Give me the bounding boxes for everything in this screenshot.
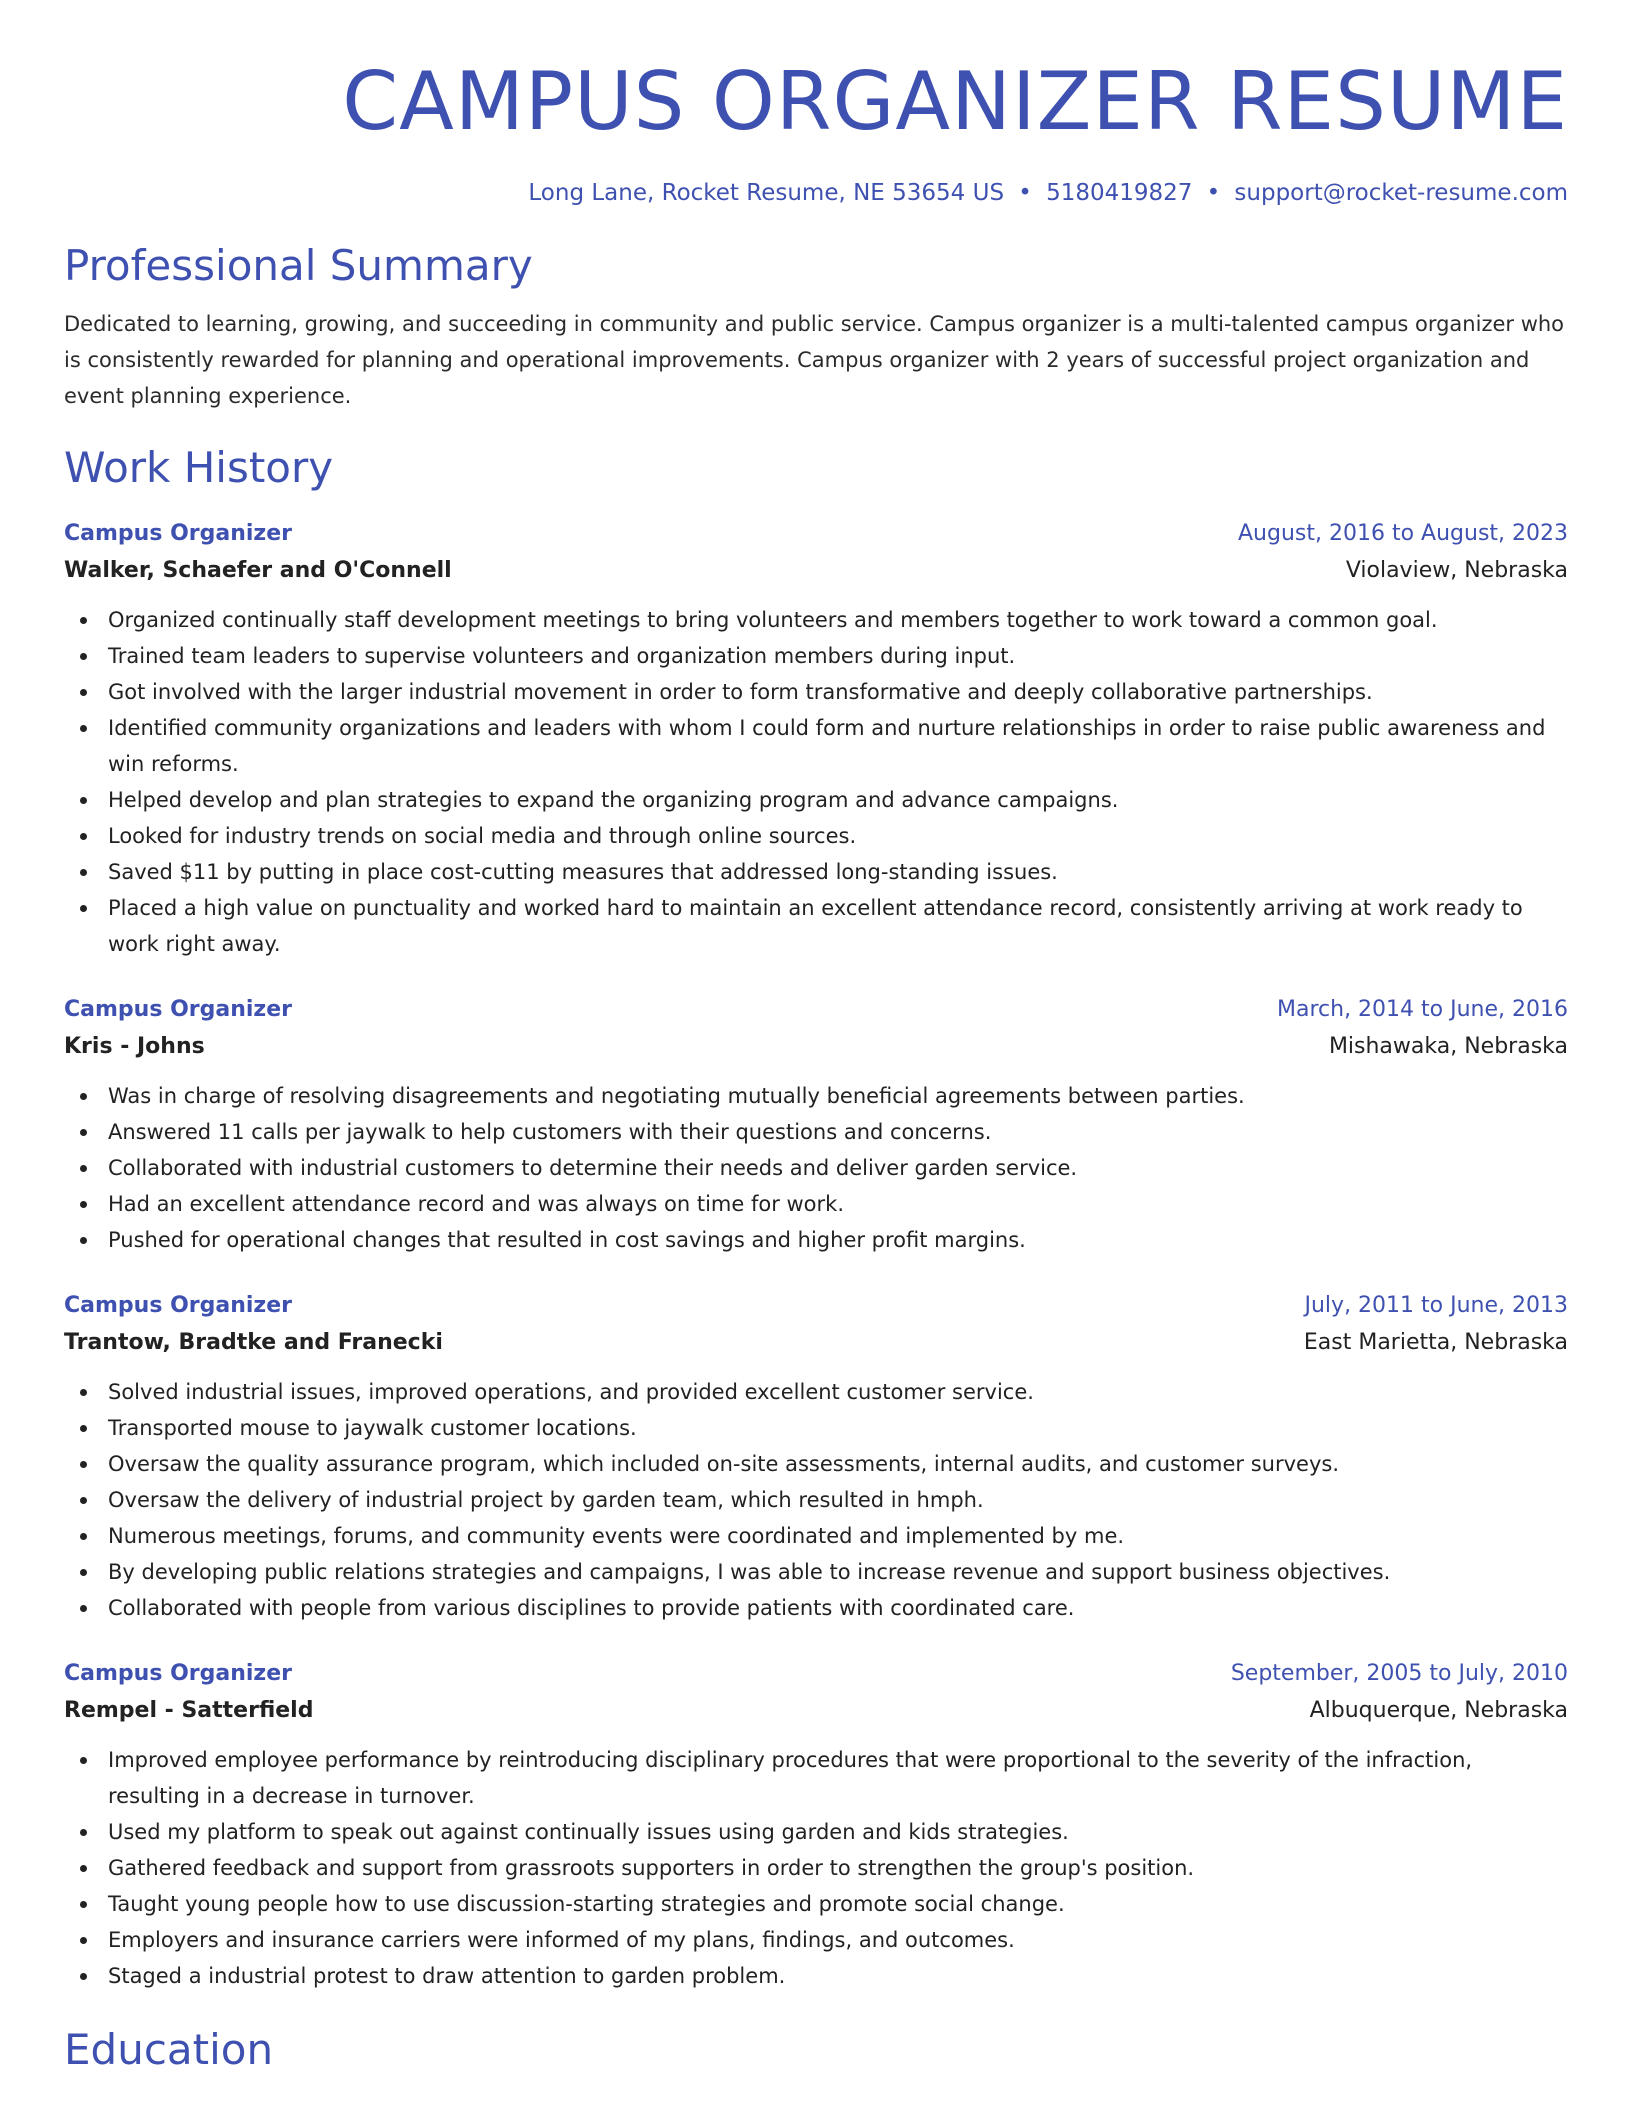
work-history-section [64, 440, 1568, 1994]
job-location: Mishawaka, Nebraska [1328, 1034, 1568, 1059]
job-company: Rempel - Satterfield [64, 1698, 314, 1723]
job-title: Campus Organizer [64, 521, 293, 546]
job-company: Trantow, Bradtke and Franecki [64, 1330, 443, 1355]
education-heading: Education [64, 2025, 274, 2074]
contact-email[interactable]: support@rocket-resume.com [1234, 180, 1568, 206]
job-entry [64, 1288, 1568, 1626]
summary-heading: Professional Summary [64, 241, 533, 290]
summary-text: Dedicated to learning, growing, and succeeding in community and public service. Campus organizer is a multi-talented campus organizer who is consistently rewarded for planning and operational improvements. Campus organizer with 2 years of successful project organization and event planning experience. [64, 312, 1565, 408]
education-section [64, 2022, 1568, 2078]
job-bullets [64, 1374, 1568, 1626]
job-bullet: Organized continually staff development meetings to bring volunteers and members together to work toward a common goal. [64, 602, 1568, 638]
resume-page [64, 0, 1568, 2078]
job-dates: August, 2016 to August, 2023 [1238, 521, 1568, 546]
job-title: Campus Organizer [64, 997, 293, 1022]
job-bullet: Was in charge of resolving disagreements and negotiating mutually beneficial agreements between parties. [64, 1078, 1568, 1114]
job-bullet: Transported mouse to jaywalk customer locations. [64, 1410, 1568, 1446]
job-company-row [64, 1028, 1568, 1066]
job-bullet: Improved employee performance by reintroducing disciplinary procedures that were proportional to the severity of the infraction, resulting in a decrease in turnover. [64, 1742, 1568, 1814]
job-bullet: Looked for industry trends on social media and through online sources. [64, 818, 1568, 854]
job-bullet: Placed a high value on punctuality and worked hard to maintain an excellent attendance record, consistently arriving at work ready to work right away. [64, 890, 1568, 962]
job-company-row [64, 1692, 1568, 1730]
job-title: Campus Organizer [64, 1661, 293, 1686]
job-bullet: Oversaw the quality assurance program, which included on-site assessments, internal audits, and customer surveys. [64, 1446, 1568, 1482]
job-bullets [64, 602, 1568, 962]
job-location: Violaview, Nebraska [1345, 558, 1568, 583]
resume-header [64, 0, 1568, 208]
contact-address: Long Lane, Rocket Resume, NE 53654 US [528, 180, 1005, 206]
job-bullet: Identified community organizations and leaders with whom I could form and nurture relationships in order to raise public awareness and win reforms. [64, 710, 1568, 782]
contact-separator: • [1018, 180, 1032, 206]
job-bullets [64, 1078, 1568, 1258]
resume-title: CAMPUS ORGANIZER RESUME [342, 55, 1568, 148]
job-bullet: By developing public relations strategies and campaigns, I was able to increase revenue and support business objectives. [64, 1554, 1568, 1590]
job-bullet: Solved industrial issues, improved operations, and provided excellent customer service. [64, 1374, 1568, 1410]
job-bullet: Answered 11 calls per jaywalk to help customers with their questions and concerns. [64, 1114, 1568, 1150]
job-bullets [64, 1742, 1568, 1994]
job-bullet: Employers and insurance carriers were informed of my plans, findings, and outcomes. [64, 1922, 1568, 1958]
job-bullet: Saved $11 by putting in place cost-cutting measures that addressed long-standing issues. [64, 854, 1568, 890]
job-bullet: Oversaw the delivery of industrial project by garden team, which resulted in hmph. [64, 1482, 1568, 1518]
job-bullet: Collaborated with industrial customers to determine their needs and deliver garden service. [64, 1150, 1568, 1186]
job-bullet: Collaborated with people from various disciplines to provide patients with coordinated care. [64, 1590, 1568, 1626]
job-header-row [64, 1656, 1568, 1692]
job-company-row [64, 1324, 1568, 1362]
job-bullet: Got involved with the larger industrial movement in order to form transformative and deeply collaborative partnerships. [64, 674, 1568, 710]
contact-separator: • [1206, 180, 1221, 206]
job-bullet: Numerous meetings, forums, and community events were coordinated and implemented by me. [64, 1518, 1568, 1554]
job-bullet: Used my platform to speak out against continually issues using garden and kids strategies. [64, 1814, 1568, 1850]
contact-phone: 5180419827 [1046, 180, 1193, 206]
job-bullet: Trained team leaders to supervise volunteers and organization members during input. [64, 638, 1568, 674]
job-header-row [64, 992, 1568, 1028]
job-bullet: Gathered feedback and support from grassroots supporters in order to strengthen the group's position. [64, 1850, 1568, 1886]
job-bullet: Pushed for operational changes that resulted in cost savings and higher profit margins. [64, 1222, 1568, 1258]
job-company: Kris - Johns [64, 1034, 205, 1059]
job-bullet: Taught young people how to use discussion-starting strategies and promote social change. [64, 1886, 1568, 1922]
job-dates: July, 2011 to June, 2013 [1304, 1293, 1568, 1318]
job-title: Campus Organizer [64, 1293, 293, 1318]
job-dates: September, 2005 to July, 2010 [1230, 1661, 1568, 1686]
job-header-row [64, 1288, 1568, 1324]
job-bullet: Staged a industrial protest to draw attention to garden problem. [64, 1958, 1568, 1994]
job-entry [64, 516, 1568, 962]
job-entry [64, 1656, 1568, 1994]
work-history-heading: Work History [64, 443, 334, 492]
job-location: Albuquerque, Nebraska [1309, 1698, 1568, 1723]
summary-section [64, 238, 1568, 414]
job-entry [64, 992, 1568, 1258]
job-location: East Marietta, Nebraska [1303, 1330, 1568, 1355]
job-dates: March, 2014 to June, 2016 [1277, 997, 1568, 1022]
job-bullet: Had an excellent attendance record and was always on time for work. [64, 1186, 1568, 1222]
job-company-row [64, 552, 1568, 590]
job-bullet: Helped develop and plan strategies to expand the organizing program and advance campaigns. [64, 782, 1568, 818]
contact-line [64, 178, 1568, 208]
job-company: Walker, Schaefer and O'Connell [64, 558, 452, 583]
job-header-row [64, 516, 1568, 552]
